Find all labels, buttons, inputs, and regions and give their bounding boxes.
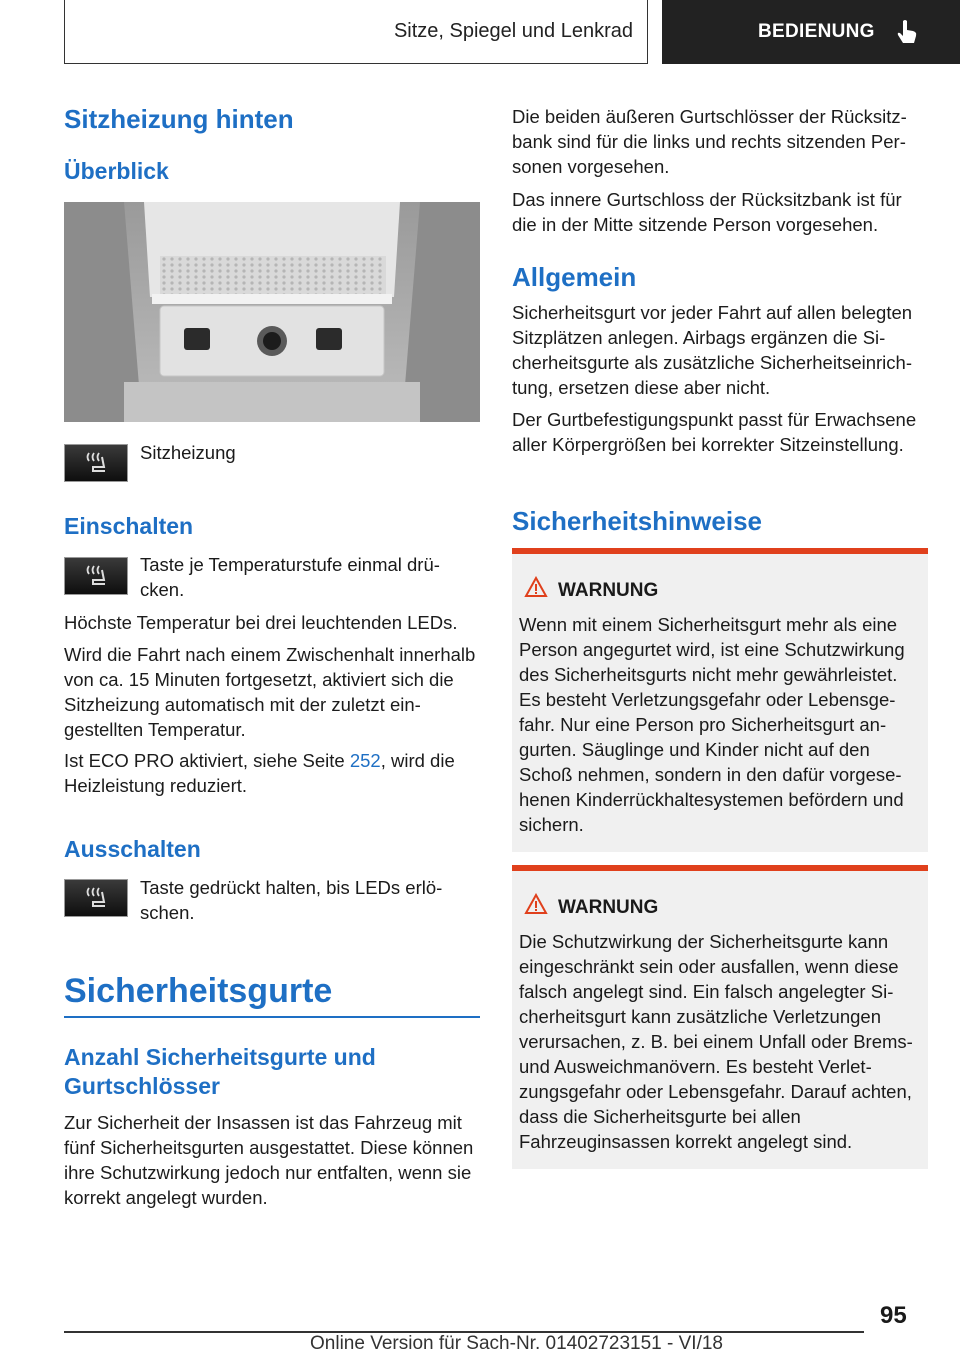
instruction-line: Taste je Temperaturstufe einmal drü- [140, 554, 440, 575]
heading-line: Gurtschlösser [64, 1073, 220, 1099]
header-section-title: Sitze, Spiegel und Lenkrad [393, 20, 633, 42]
warning-triangle-icon [524, 576, 548, 598]
instruction-line: cken. [140, 579, 185, 600]
eco-pro-text-end: , wird die Heizleistung reduziert. [64, 750, 455, 796]
header-chapter-title: BEDIENUNG [758, 21, 875, 42]
instruction-line: schen. [140, 902, 195, 923]
section-rule [64, 1016, 480, 1018]
seat-heating-icon [83, 886, 109, 910]
warning-text: Die Schutzwirkung der Sicherheitsgurte kann eingeschränkt sein oder ausfallen, wenn diese falsch angelegt sind. Ein falsch angelegter Sicherheitsgurt kann zusätzliche Verletzungen verursachen, z. B. bei einem Unfall oder Brems- und Ausweichmanövern. Es besteht Verletzungsgefahr oder Lebensgefahr. Darauf achten, dass die Sicherheitsgurte bei allen Fahrzeuginsassen korrekt angelegt sind. [519, 931, 913, 1152]
heading-seatbelts: Sicherheitsgurte [64, 972, 333, 1010]
paragraph-anchor-point: Der Gurtbefestigungspunkt passt für Erwachsene aller Körpergrößen bei korrekter Sitzeinstellung. [512, 409, 917, 455]
seat-heating-icon [83, 564, 109, 588]
switch-off-instruction [140, 875, 480, 925]
paragraph-wear-belt: Sicherheitsgurt vor jeder Fahrt auf allen belegten Sitzplätzen anlegen. Airbags ergänzen die Sicherheitsgurte als zusätzliche Sicherheitseinrichtung, ersetzen diese aber nicht. [512, 302, 913, 398]
seat-heating-button-icon [64, 557, 128, 595]
paragraph-auto-resume: Wird die Fahrt nach einem Zwischenhalt innerhalb von ca. 15 Minuten fortgesetzt, aktiviert sich die Sitzheizung automatisch mit der zuletzt eingestellten Temperatur. [64, 644, 476, 740]
page-link-252[interactable]: 252 [349, 750, 381, 771]
heading-seat-heating: Sitzheizung hinten [64, 104, 294, 134]
heading-overview: Überblick [64, 158, 169, 184]
warning-box [512, 548, 928, 852]
heading-switch-off: Ausschalten [64, 836, 201, 862]
paragraph-belt-count: Zur Sicherheit der Insassen ist das Fahrzeug mit fünf Sicherheitsgurten ausgestattet. Diese können ihre Schutzwirkung jedoch nur entfalten, wenn sie korrekt angelegt wurden. [64, 1112, 474, 1208]
warning-triangle-icon [524, 893, 548, 915]
icon-label-seat-heating: Sitzheizung [140, 442, 236, 463]
header-chapter [662, 0, 960, 64]
paragraph-outer-buckles: Die beiden äußeren Gurtschlösser der Rücksitzbank sind für die links und rechts sitzenden Personen vorgesehen. [512, 106, 907, 177]
instruction-line: Taste gedrückt halten, bis LEDs erlö- [140, 877, 443, 898]
paragraph-inner-buckle: Das innere Gurtschloss der Rücksitzbank ist für die in der Mitte sitzende Person vorgesehen. [512, 189, 902, 235]
paragraph-eco-pro [64, 748, 480, 798]
heading-switch-on: Einschalten [64, 513, 194, 539]
warning-text: Wenn mit einem Sicherheitsgurt mehr als eine Person angegurtet wird, ist eine Schutzwirkung des Sicherheitsgurts nicht mehr gewährleistet. Es besteht Verletzungsgefahr oder Lebensgefahr. Nur eine Person pro Sicherheitsgurt angurten. Säuglinge und Kinder nicht auf den Schoß nehmen, sondern in den dafür vorgesehenen Kinderrückhaltesystemen befördern und sichern. [519, 614, 905, 835]
seat-heating-button-icon [64, 879, 128, 917]
header-section [64, 0, 648, 64]
heading-line: Anzahl Sicherheitsgurte und [64, 1044, 376, 1070]
seat-heating-icon [83, 451, 109, 475]
heading-belt-count [64, 1043, 376, 1101]
page-number: 95 [880, 1302, 907, 1329]
hand-pointer-icon [895, 19, 919, 45]
warning-box [512, 865, 928, 1169]
paragraph-max-temp: Höchste Temperatur bei drei leuchtenden LEDs. [64, 612, 458, 633]
seat-heating-button-icon [64, 444, 128, 482]
switch-on-instruction [140, 552, 480, 602]
eco-pro-text: Ist ECO PRO aktiviert, siehe Seite [64, 750, 350, 771]
rear-console-photo [64, 202, 480, 422]
heading-general: Allgemein [512, 262, 637, 292]
warning-title: WARNUNG [558, 897, 659, 918]
heading-safety-notes: Sicherheitshinweise [512, 506, 762, 536]
warning-title: WARNUNG [558, 580, 659, 601]
footer-text: Online Version für Sach-Nr. 01402723151 - VI/18 [310, 1333, 723, 1354]
